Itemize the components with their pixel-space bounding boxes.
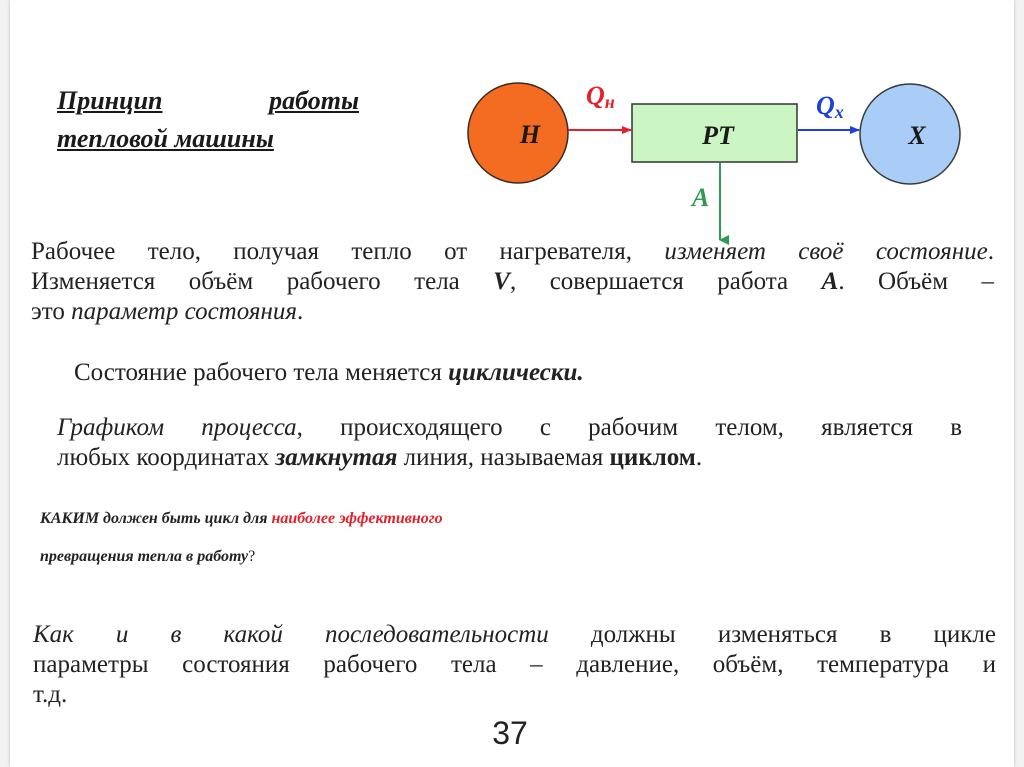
page-number: 37 [492, 715, 528, 751]
q-heater-label: Qн [586, 81, 615, 112]
paragraph-cyclic: Состояние рабочего тела меняется циклически. [74, 359, 584, 386]
q-cooler-label: Qх [816, 91, 844, 122]
p4-line-2: превращения тепла в работу? [40, 548, 256, 565]
cooler-label: Х [908, 121, 926, 150]
p3-line-2: любых координатах замкнутая линия, называемая циклом. [57, 444, 703, 471]
heater-label: Н [519, 120, 541, 149]
p5-line-2: параметры состояния рабочего тела – давление, объём, температура и [33, 651, 996, 678]
paragraph-cycle-graph [57, 413, 962, 473]
paragraph-parameters [33, 620, 996, 710]
question-efficient-cycle [40, 500, 890, 576]
work-label: А [692, 183, 710, 212]
p1-line-2: Изменяется объём рабочего тела V, совершается работа А. Объём – [31, 268, 995, 295]
heater-circle [468, 83, 568, 183]
title-line-2: тепловой машины [57, 124, 274, 153]
p5-line-3: т.д. [33, 681, 68, 708]
p1-line-1: Рабочее тело, получая тепло от нагревателя, изменяет своё состояние. [31, 238, 995, 265]
p3-line-1: Графиком процесса, происходящего с рабочим телом, является в [57, 414, 962, 441]
working-body-label: РТ [702, 121, 734, 150]
p4-line-1: КАКИМ должен быть цикл для наиболее эффективного [40, 510, 443, 527]
p5-line-1: Как и в какой последовательности должны изменяться в цикле [33, 621, 997, 648]
paragraph-working-body [31, 237, 994, 327]
p1-line-3: это параметр состояния. [31, 298, 304, 325]
title-word-2: работы [269, 86, 359, 115]
title-word-1: Принцип [57, 86, 163, 115]
